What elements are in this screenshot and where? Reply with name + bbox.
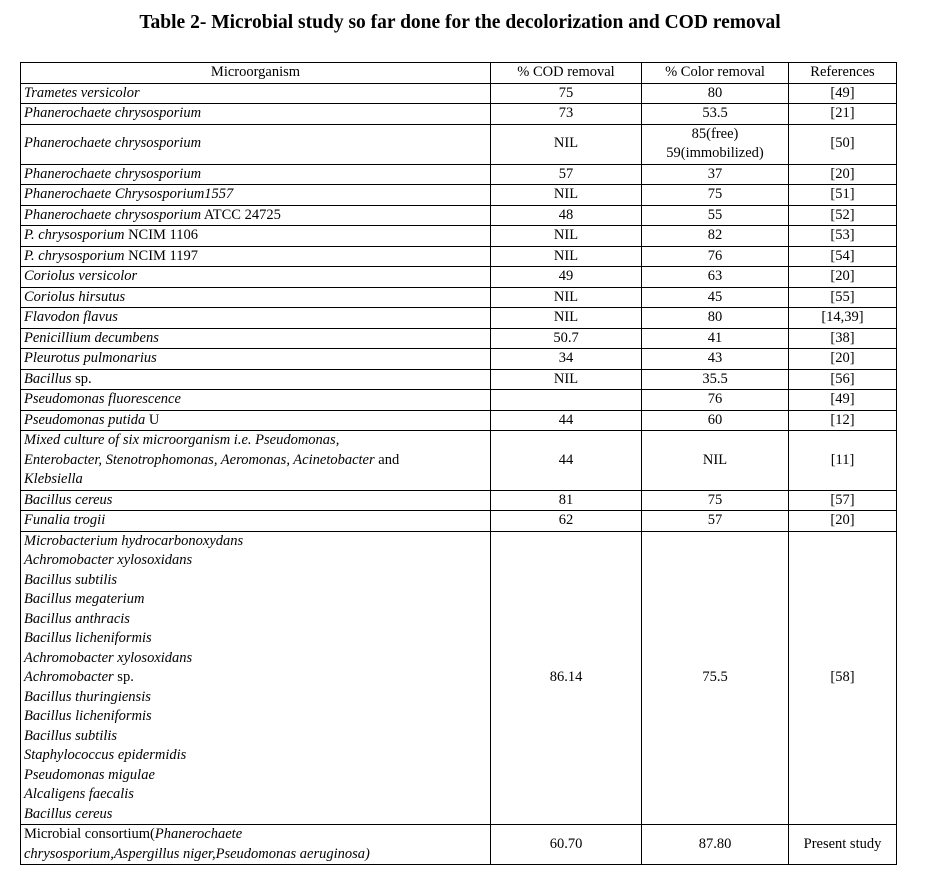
table-row — [21, 185, 897, 206]
table-row — [21, 308, 897, 329]
organism-name: Phanerochaete — [154, 826, 243, 842]
cell-reference: [20] — [789, 349, 897, 370]
table-row — [21, 328, 897, 349]
cell-microorganism — [21, 226, 491, 247]
organism-suffix: and — [374, 451, 400, 468]
cell-cod-removal: NIL — [491, 308, 642, 329]
cell-color-removal: NIL — [642, 431, 789, 491]
cell-color-removal: 82 — [642, 226, 789, 247]
organism-name: Pleurotus pulmonarius — [24, 350, 157, 366]
header-microorganism: Microorganism — [21, 63, 491, 84]
table-row — [21, 205, 897, 226]
table-row — [21, 124, 897, 164]
cell-color-removal: 37 — [642, 164, 789, 185]
organism-list-item — [24, 571, 487, 591]
cell-cod-removal: 75 — [491, 83, 642, 104]
cell-microorganism — [21, 124, 491, 164]
organism-line — [24, 451, 487, 471]
organism-list-item — [24, 668, 487, 688]
cell-reference: [51] — [789, 185, 897, 206]
organism-list-item — [24, 532, 487, 552]
organism-suffix: ATCC 24725 — [201, 206, 281, 223]
cell-microorganism — [21, 390, 491, 411]
organism-list-item — [24, 727, 487, 747]
cell-microorganism — [21, 328, 491, 349]
cell-color-removal: 80 — [642, 83, 789, 104]
header-cod-removal: % COD removal — [491, 63, 642, 84]
table-row — [21, 226, 897, 247]
organism-name: Pseudomonas putida — [24, 411, 146, 428]
cell-reference: [57] — [789, 490, 897, 511]
cell-microorganism — [21, 825, 491, 865]
organism-name: Pseudomonas fluorescence — [24, 391, 181, 407]
cell-color-removal: 80 — [642, 308, 789, 329]
header-row — [21, 63, 897, 84]
organism-name: P. chrysosporium — [24, 247, 125, 264]
organism-name: Trametes versicolor — [24, 84, 140, 101]
organism-suffix: sp. — [113, 669, 134, 685]
table-row — [21, 246, 897, 267]
table-row — [21, 531, 897, 825]
organism-name: Alcaligens faecalis — [24, 786, 134, 802]
cell-reference: [52] — [789, 205, 897, 226]
header-color-removal: % Color removal — [642, 63, 789, 84]
organism-list-item — [24, 746, 487, 766]
organism-name: Bacillus megaterium — [24, 591, 145, 607]
organism-name: Staphylococcus epidermidis — [24, 747, 187, 763]
organism-name: Penicillium decumbens — [24, 329, 159, 346]
organism-name: Achromobacter xylosoxidans — [24, 552, 193, 568]
header-references: References — [789, 63, 897, 84]
cell-color-removal: 76 — [642, 390, 789, 411]
cell-microorganism — [21, 164, 491, 185]
cell-color-removal: 57 — [642, 511, 789, 532]
cell-cod-removal: 62 — [491, 511, 642, 532]
organism-name: Achromobacter — [24, 669, 114, 685]
cell-reference: [50] — [789, 124, 897, 164]
table-row — [21, 164, 897, 185]
organism-list-item — [24, 590, 487, 610]
organism-name: Coriolus versicolor — [24, 268, 138, 284]
cell-microorganism — [21, 83, 491, 104]
cell-cod-removal: 86.14 — [491, 531, 642, 825]
organism-name: Mixed culture of six microorganism i.e. Pseudomonas, — [24, 432, 340, 448]
organism-name: Coriolus hirsutus — [24, 288, 126, 305]
cell-reference: [12] — [789, 410, 897, 431]
organism-line — [24, 825, 487, 845]
organism-name: Klebsiella — [24, 471, 83, 487]
cell-cod-removal — [491, 390, 642, 411]
cell-microorganism — [21, 531, 491, 825]
cell-cod-removal: 73 — [491, 104, 642, 125]
table-row — [21, 349, 897, 370]
cell-cod-removal: 34 — [491, 349, 642, 370]
table-row — [21, 410, 897, 431]
cell-cod-removal: NIL — [491, 124, 642, 164]
organism-list-item — [24, 805, 487, 825]
organism-suffix: NCIM 1106 — [124, 227, 199, 243]
cell-color-removal: 75 — [642, 185, 789, 206]
organism-list-item — [24, 629, 487, 649]
cell-color-removal: 63 — [642, 267, 789, 288]
cell-color-removal: 76 — [642, 246, 789, 267]
organism-name: Phanerochaete Chrysosporium1557 — [24, 186, 234, 202]
organism-list-item — [24, 707, 487, 727]
cell-microorganism — [21, 267, 491, 288]
organism-list-item — [24, 766, 487, 786]
cell-cod-removal: NIL — [491, 246, 642, 267]
cell-reference: [54] — [789, 246, 897, 267]
cell-color-removal: 75 — [642, 490, 789, 511]
organism-list-item — [24, 649, 487, 669]
cell-reference: [20] — [789, 511, 897, 532]
cell-cod-removal: 60.70 — [491, 825, 642, 865]
cell-reference: [55] — [789, 287, 897, 308]
table-row — [21, 267, 897, 288]
organism-name: Bacillus thuringiensis — [24, 688, 151, 705]
organism-suffix: sp. — [71, 370, 92, 387]
cell-color-removal — [642, 124, 789, 164]
cell-reference: [20] — [789, 267, 897, 288]
cell-microorganism — [21, 410, 491, 431]
cell-cod-removal: NIL — [491, 226, 642, 247]
cell-cod-removal: NIL — [491, 369, 642, 390]
organism-suffix: U — [145, 411, 160, 428]
cell-reference: [58] — [789, 531, 897, 825]
cell-cod-removal: NIL — [491, 287, 642, 308]
organism-name: Bacillus — [24, 370, 72, 387]
organism-list-item — [24, 688, 487, 708]
organism-name: Bacillus licheniformis — [24, 708, 152, 724]
cell-microorganism — [21, 308, 491, 329]
organism-name: Bacillus cereus — [24, 805, 113, 822]
cell-cod-removal: 57 — [491, 164, 642, 185]
cell-reference: [56] — [789, 369, 897, 390]
cell-color-removal: 60 — [642, 410, 789, 431]
organism-name: Flavodon flavus — [24, 309, 118, 325]
organism-name: P. chrysosporium — [24, 227, 125, 243]
organism-line — [24, 845, 487, 865]
cell-microorganism — [21, 431, 491, 491]
cell-microorganism — [21, 246, 491, 267]
organism-suffix: NCIM 1197 — [124, 247, 199, 264]
organism-name: Phanerochaete chrysosporium — [24, 165, 202, 182]
organism-list-item — [24, 551, 487, 571]
cell-microorganism — [21, 369, 491, 390]
cell-color-removal: 43 — [642, 349, 789, 370]
cell-reference: [49] — [789, 390, 897, 411]
cell-reference: [49] — [789, 83, 897, 104]
cell-reference: [21] — [789, 104, 897, 125]
organism-line — [24, 431, 487, 451]
cell-color-removal: 55 — [642, 205, 789, 226]
organism-name: chrysosporium,Aspergillus niger,Pseudomonas aeruginosa) — [24, 845, 370, 862]
cell-cod-removal: 49 — [491, 267, 642, 288]
cell-reference: [20] — [789, 164, 897, 185]
cell-cod-removal: 50.7 — [491, 328, 642, 349]
table-row — [21, 390, 897, 411]
table-row — [21, 490, 897, 511]
organism-list-item — [24, 610, 487, 630]
cell-cod-removal: 81 — [491, 490, 642, 511]
organism-name: Bacillus cereus — [24, 491, 113, 508]
cell-reference: Present study — [789, 825, 897, 865]
organism-list-item — [24, 785, 487, 805]
organism-prefix: Microbial consortium( — [24, 826, 155, 842]
organism-name: Achromobacter xylosoxidans — [24, 649, 193, 666]
cell-microorganism — [21, 185, 491, 206]
color-removal-value: 85(free) — [691, 125, 739, 142]
table-row — [21, 431, 897, 491]
table-row — [21, 287, 897, 308]
cell-color-removal: 45 — [642, 287, 789, 308]
cell-cod-removal: 48 — [491, 205, 642, 226]
cell-color-removal: 53.5 — [642, 104, 789, 125]
organism-name: Bacillus licheniformis — [24, 630, 152, 646]
cell-reference: [14,39] — [789, 308, 897, 329]
cell-color-removal: 35.5 — [642, 369, 789, 390]
organism-name: Pseudomonas migulae — [24, 766, 155, 783]
organism-name: Enterobacter, Stenotrophomonas, Aeromonas, Acinetobacter — [24, 451, 375, 468]
cell-cod-removal: 44 — [491, 431, 642, 491]
data-table — [20, 62, 897, 865]
organism-name: Microbacterium hydrocarbonoxydans — [24, 532, 244, 549]
table-row — [21, 104, 897, 125]
organism-name: Phanerochaete chrysosporium — [24, 135, 202, 152]
organism-name: Phanerochaete chrysosporium — [24, 206, 202, 223]
cell-reference: [53] — [789, 226, 897, 247]
cell-microorganism — [21, 349, 491, 370]
organism-name: Phanerochaete chrysosporium — [24, 105, 202, 121]
cell-color-removal: 87.80 — [642, 825, 789, 865]
cell-microorganism — [21, 205, 491, 226]
cell-microorganism — [21, 511, 491, 532]
cell-cod-removal: NIL — [491, 185, 642, 206]
table-row — [21, 369, 897, 390]
cell-microorganism — [21, 104, 491, 125]
table-row — [21, 511, 897, 532]
organism-name: Funalia trogii — [24, 512, 106, 528]
table-title: Table 2- Microbial study so far done for the decolorization and COD removal — [139, 12, 781, 33]
organism-name: Bacillus subtilis — [24, 571, 118, 588]
color-removal-value: 59(immobilized) — [666, 145, 764, 161]
organism-name: Bacillus subtilis — [24, 727, 118, 744]
cell-cod-removal: 44 — [491, 410, 642, 431]
cell-color-removal: 75.5 — [642, 531, 789, 825]
table-row — [21, 83, 897, 104]
organism-line — [24, 470, 487, 490]
cell-microorganism — [21, 490, 491, 511]
cell-microorganism — [21, 287, 491, 308]
cell-reference: [38] — [789, 328, 897, 349]
cell-color-removal: 41 — [642, 328, 789, 349]
organism-name: Bacillus anthracis — [24, 610, 130, 627]
table-row — [21, 825, 897, 865]
cell-reference: [11] — [789, 431, 897, 491]
table-body — [21, 83, 897, 865]
